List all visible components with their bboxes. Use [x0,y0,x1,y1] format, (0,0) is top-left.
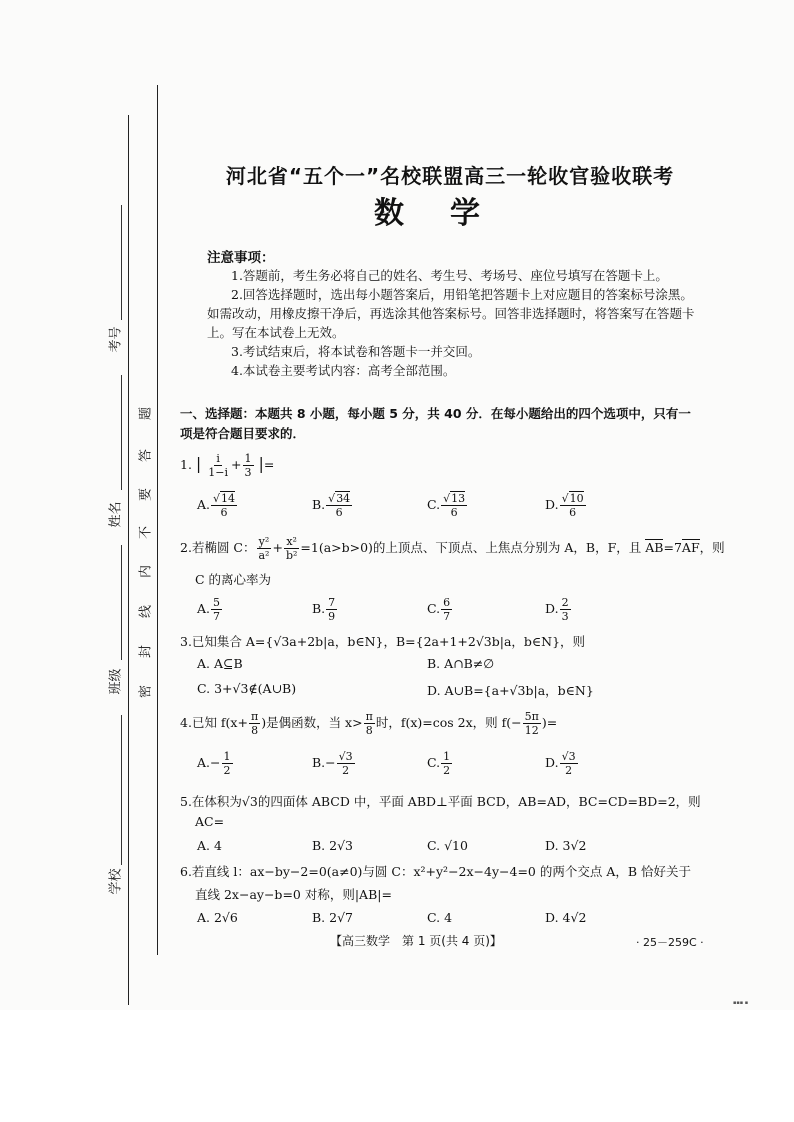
exam-number-label: 考号 [108,326,124,353]
section-heading: 一、选择题：本题共 8 小题，每小题 5 分，共 40 分．在每小题给出的四个选项中，只有一项是符合题目要求的． [180,406,691,441]
q3-option-d[interactable]: D. A∪B={a+√3b|a，b∈N} [427,683,594,698]
notice-heading: 注意事项： [207,250,275,266]
question-3: 3.已知集合 A={√3a+2b|a，b∈N}，B={2a+1+2√3b|a，b∈N}，则 [180,634,586,649]
page-footer: 【高三数学 第 1 页(共 4 页)】 [330,934,502,948]
notice-item: 1.答题前，考生务必将自己的姓名、考生号、考场号、座位号填写在答题卡上。 [231,268,668,283]
q3-option-c[interactable]: C. 3+√3∉(A∪B) [197,681,297,696]
q1-option-a[interactable]: A. $\frac{√14}{6}$ [197,492,236,519]
q1-option-d[interactable]: D. $\frac{√10}{6}$ [545,492,584,519]
q1-option-b[interactable]: B. $\frac{√34}{6}$ [312,492,351,519]
school-label: 学校 [108,868,124,895]
seal-char: 封 [138,645,154,659]
q1-option-c[interactable]: C. $\frac{√13}{6}$ [427,492,466,519]
fraction: $\frac{i}{1-i}$ [208,452,229,479]
notice-item: 3.考试结束后，将本试卷和答题卡一并交回。 [231,344,481,359]
fraction: $\frac{1}{3}$ [244,452,252,479]
notice-item: 4.本试卷主要考试内容：高考全部范围。 [231,363,456,378]
question-2: 2.若椭圆 C： $\frac{\text{y²}}{\text{a²}}$ + $\frac{\text{x²}}{\text{b²}}$ =1(a>b>0)的上顶点、下顶点、上焦点分别为 A，B，F，且 AB=7AF，则 [180,535,725,562]
q3-option-a[interactable]: A. A⊆B [197,656,243,671]
question-2-line2: C 的离心率为 [195,572,272,587]
class-fill-line [121,545,122,660]
q6-option-c[interactable]: C. 4 [427,910,453,925]
exam-code: · 25－259C · [636,936,704,949]
binding-line-inner [157,85,158,955]
subject-title: 数学 [374,196,526,231]
q2-option-a[interactable]: A. $\frac{5}{7}$ [197,596,221,623]
seal-char: 线 [138,605,154,619]
seal-char: 密 [138,685,154,699]
q5-option-b[interactable]: B. 2√3 [312,838,354,853]
q5-option-d[interactable]: D. 3√2 [545,838,587,853]
seal-char: 不 [138,526,154,540]
notice-item: 2.回答选择题时，选出每小题答案后，用铅笔把答题卡上对应题目的答案标号涂黑。如需改动，用橡皮擦干净后，再选涂其他答案标号。回答非选择题时，将答案写在答题卡上。写在本试卷上无效。 [207,287,695,340]
watermark-logo: ▪▪▪ ▪ [733,1000,749,1006]
q5-option-c[interactable]: C. √10 [427,838,468,853]
exam-number-fill-line [121,205,122,320]
question-1: 1. | $\frac{i}{1-i}$ + $\frac{1}{3}$ |= [180,452,275,479]
q6-option-b[interactable]: B. 2√7 [312,910,354,925]
q6-option-d[interactable]: D. 4√2 [545,910,587,925]
notice-list [207,266,697,380]
q4-option-d[interactable]: D. $\frac{√3}{2}$ [545,750,576,777]
name-label: 姓名 [108,501,124,528]
seal-char: 内 [138,565,154,579]
q4-option-b[interactable]: B.− $\frac{√3}{2}$ [312,750,353,777]
question-6: 6.若直线 l：ax−by−2=0(a≠0)与圆 C：x²+y²−2x−4y−4=0 的两个交点 A，B 恰好关于 [180,864,692,879]
q4-option-c[interactable]: C. $\frac{1}{2}$ [427,750,451,777]
question-5-line2: AC= [195,814,225,829]
question-4: 4.已知 f(x+ $\frac{\pi}{8}$ )是偶函数，当 x> $\frac{\pi}{8}$ 时，f(x)=cos 2x，则 f(− $\frac{5\pi}{12}$ )= [180,710,558,737]
binding-line-outer [128,115,129,1005]
exam-title: 河北省“五个一”名校联盟高三一轮收官验收联考 [225,164,675,188]
question-6-line2: 直线 2x−ay−b=0 对称，则|AB|= [195,887,392,902]
name-fill-line [121,375,122,490]
q4-option-a[interactable]: A.− $\frac{1}{2}$ [197,750,231,777]
question-number: 1. [180,457,192,472]
q2-option-c[interactable]: C. $\frac{6}{7}$ [427,596,451,623]
class-label: 班级 [108,668,124,695]
q3-option-b[interactable]: B. A∩B≠∅ [427,656,495,671]
seal-char: 题 [138,407,154,421]
q6-option-a[interactable]: A. 2√6 [197,910,238,925]
q2-option-d[interactable]: D. $\frac{2}{3}$ [545,596,569,623]
question-5: 5.在体积为√3的四面体 ABCD 中，平面 ABD⊥平面 BCD，AB=AD，BC=CD=BD=2，则 [180,794,701,809]
seal-char: 答 [138,449,154,463]
q2-option-b[interactable]: B. $\frac{7}{9}$ [312,596,336,623]
q5-option-a[interactable]: A. 4 [197,838,222,853]
seal-char: 要 [138,488,154,502]
school-fill-line [121,715,122,865]
